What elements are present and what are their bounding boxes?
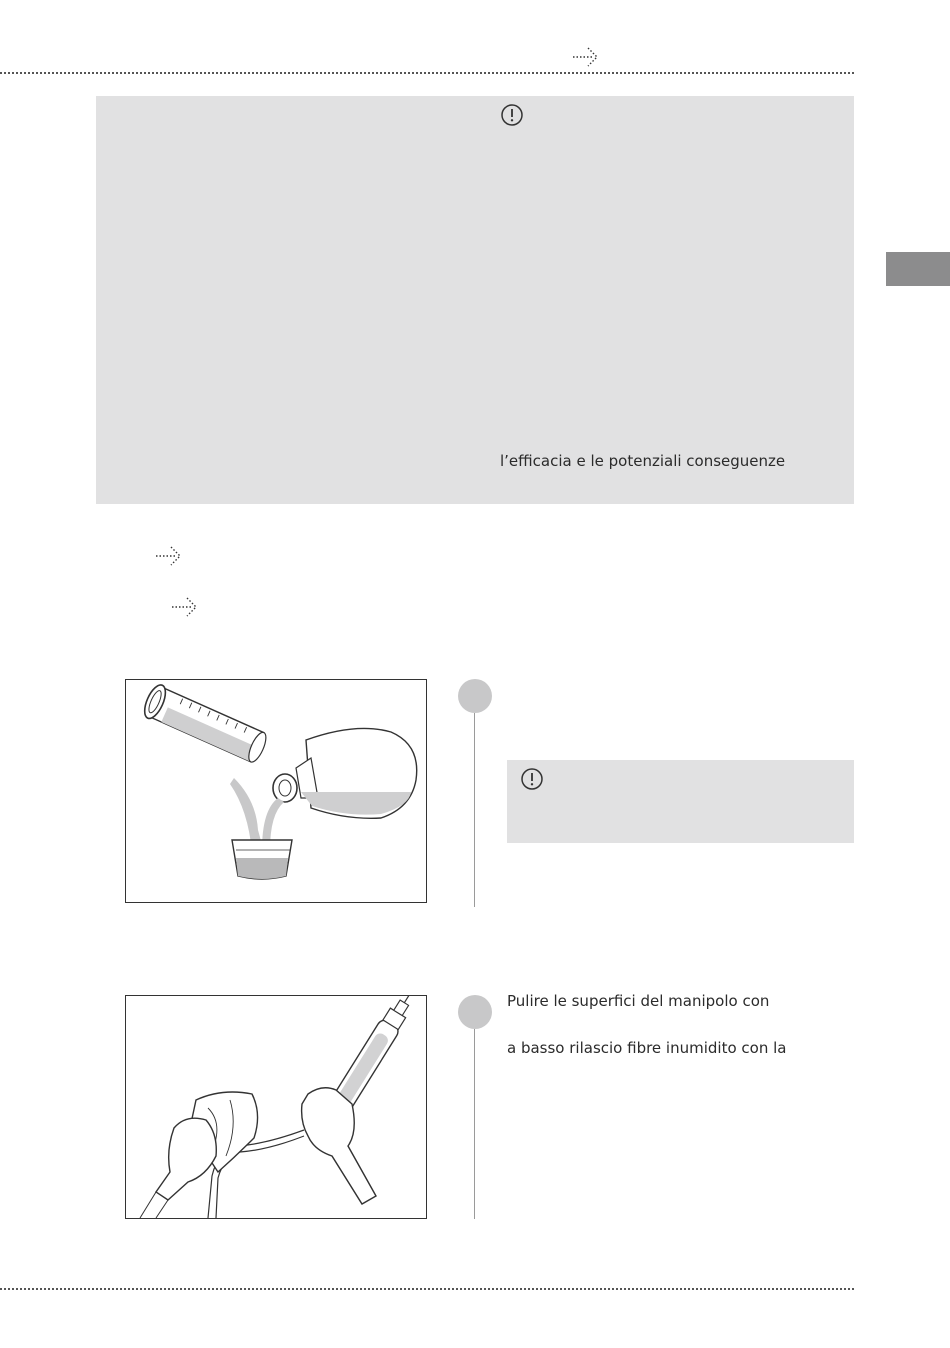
section-tab	[886, 252, 950, 286]
pouring-illustration	[126, 680, 426, 902]
note-panel	[507, 760, 854, 843]
step-marker-1	[458, 679, 492, 713]
reference-arrow-icon	[171, 596, 199, 618]
warning-panel-text: l’efficacia e le potenziali conseguenze	[500, 452, 786, 470]
step-2-line-2: a basso rilascio fibre inumidito con la	[507, 1039, 787, 1057]
figure-pouring-solution	[125, 679, 427, 903]
figure-wiping-handpiece	[125, 995, 427, 1219]
top-dotted-rule	[0, 72, 854, 74]
reference-arrow-icon	[155, 545, 183, 567]
exclamation-circle-icon	[500, 103, 524, 127]
step-2-line-1: Pulire le superfici del manipolo con	[507, 992, 770, 1010]
warning-panel	[96, 96, 854, 504]
step-connector-1	[474, 713, 475, 907]
bottom-dotted-rule	[0, 1288, 854, 1290]
exclamation-circle-icon	[520, 767, 544, 791]
step-marker-2	[458, 995, 492, 1029]
step-connector-2	[474, 1029, 475, 1219]
header-arrow-icon	[572, 46, 600, 68]
wiping-illustration	[126, 996, 426, 1218]
